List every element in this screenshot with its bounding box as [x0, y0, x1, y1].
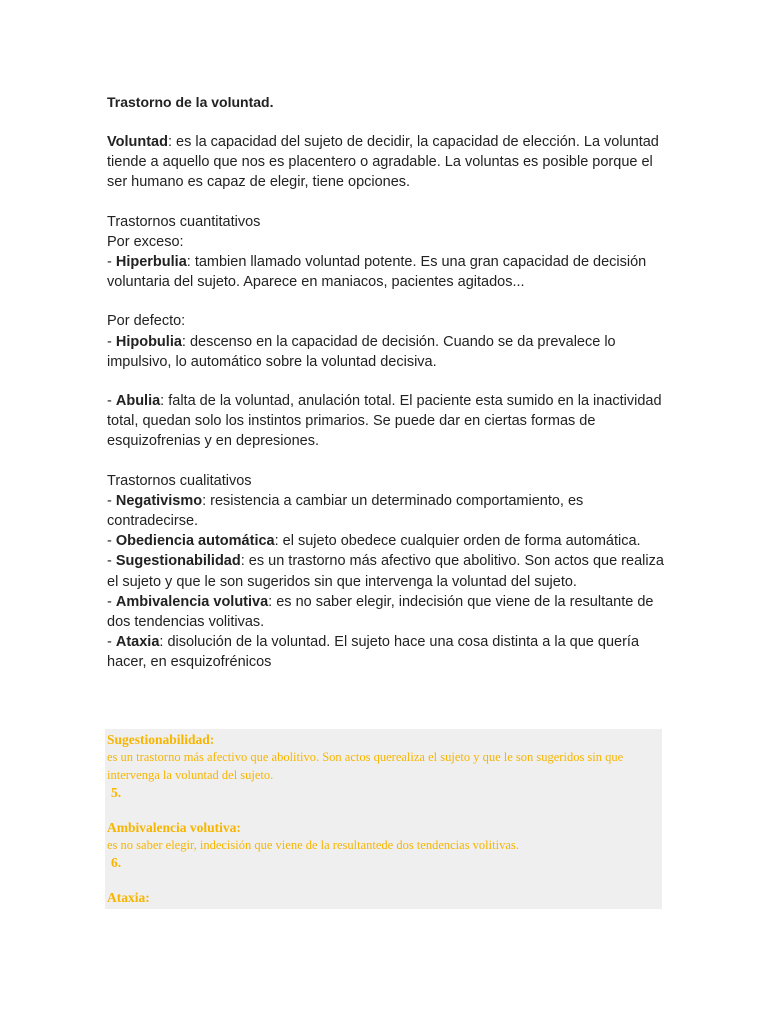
cualitativo-item: [107, 632, 667, 672]
defecto-label: Por defecto:: [107, 313, 186, 330]
exceso-label: Por exceso:: [107, 233, 184, 250]
term-abulia: Abulia: [115, 393, 161, 410]
hipobulia-item: [107, 332, 667, 372]
hiperbulia-text: : tambien llamado voluntad potente. Es una gran capacidad de decisión voluntaria del sujeto. Aparece en maniacos, pacientes agitados...: [107, 254, 647, 291]
term-sugestionabilidad: Sugestionabilidad: [115, 553, 241, 570]
item-prefix: -: [107, 333, 116, 350]
obediencia-text: : el sujeto obedece cualquier orden de forma automática.: [274, 533, 641, 550]
cuantitativos-heading: Trastornos cuantitativos: [107, 213, 261, 230]
highlighted-excerpt-panel: [105, 729, 662, 909]
cualitativo-item: [107, 592, 667, 632]
item-prefix: -: [107, 393, 116, 410]
panel-number-6: 6.: [111, 855, 122, 870]
cualitativo-item: [107, 491, 667, 531]
cualitativos-heading: Trastornos cualitativos: [107, 472, 252, 489]
item-prefix: -: [107, 254, 116, 271]
voluntad-definition: [107, 132, 667, 193]
panel-heading-ambivalencia: Ambivalencia volutiva:: [107, 820, 241, 835]
ataxia-text: : disolución de la voluntad. El sujeto hace una cosa distinta a la que quería hacer, en esquizofrénicos: [107, 634, 640, 671]
item-prefix: -: [107, 492, 116, 509]
panel-heading-sugestionabilidad: Sugestionabilidad:: [107, 732, 215, 747]
term-hiperbulia: Hiperbulia: [115, 254, 187, 271]
term-hipobulia: Hipobulia: [115, 333, 182, 350]
cualitativo-item: [107, 531, 667, 551]
panel-heading-ataxia: Ataxia:: [107, 890, 150, 905]
item-prefix: -: [107, 593, 116, 610]
term-ambivalencia: Ambivalencia volutiva: [115, 593, 269, 610]
item-prefix: -: [107, 533, 116, 550]
ambivalencia-text: : es no saber elegir, indecisión que viene de la resultante de dos tendencias volitivas.: [107, 593, 654, 631]
document-title: Trastorno de la voluntad.: [107, 94, 274, 110]
sugestionabilidad-text: : es un trastorno más afectivo que abolitivo. Son actos que realiza el sujeto y que le son sugeridos sin que intervenga la voluntad del sujeto.: [107, 553, 664, 590]
abulia-item: [107, 391, 667, 452]
hipobulia-text: : descenso en la capacidad de decisión. Cuando se da prevalece lo impulsivo, lo automático sobre la voluntad decisiva.: [107, 333, 616, 370]
term-ataxia: Ataxia: [115, 634, 160, 651]
abulia-text: : falta de la voluntad, anulación total. El paciente esta sumido en la inactividad total, quedan solo los instintos primarios. Se puede dar en ciertas formas de esquizofrenias y en depresiones.: [107, 393, 662, 450]
hiperbulia-item: [107, 252, 667, 292]
cualitativo-item: [107, 551, 667, 591]
negativismo-text: : resistencia a cambiar un determinado comportamiento, es contradecirse.: [107, 492, 584, 530]
document-body: [107, 92, 667, 673]
item-prefix: -: [107, 634, 116, 651]
voluntad-text: : es la capacidad del sujeto de decidir, la capacidad de elección. La voluntad tiende a aquello que nos es placentero o agradable. La voluntas es posible porque el ser humano es capaz de elegir, tiene opciones.: [107, 134, 659, 191]
term-obediencia: Obediencia automática: [115, 533, 275, 550]
panel-number-5: 5.: [111, 785, 122, 800]
term-voluntad: Voluntad: [107, 134, 168, 150]
panel-text-ambivalencia: es no saber elegir, indecisión que viene de la resultantede dos tendencias volitivas.: [107, 838, 519, 852]
panel-text-sugestionabilidad: es un trastorno más afectivo que abolitivo. Son actos querealiza el sujeto y que le son sugeridos sin que intervenga la voluntad del sujeto.: [107, 750, 624, 782]
item-prefix: -: [107, 553, 116, 570]
term-negativismo: Negativismo: [115, 492, 203, 509]
